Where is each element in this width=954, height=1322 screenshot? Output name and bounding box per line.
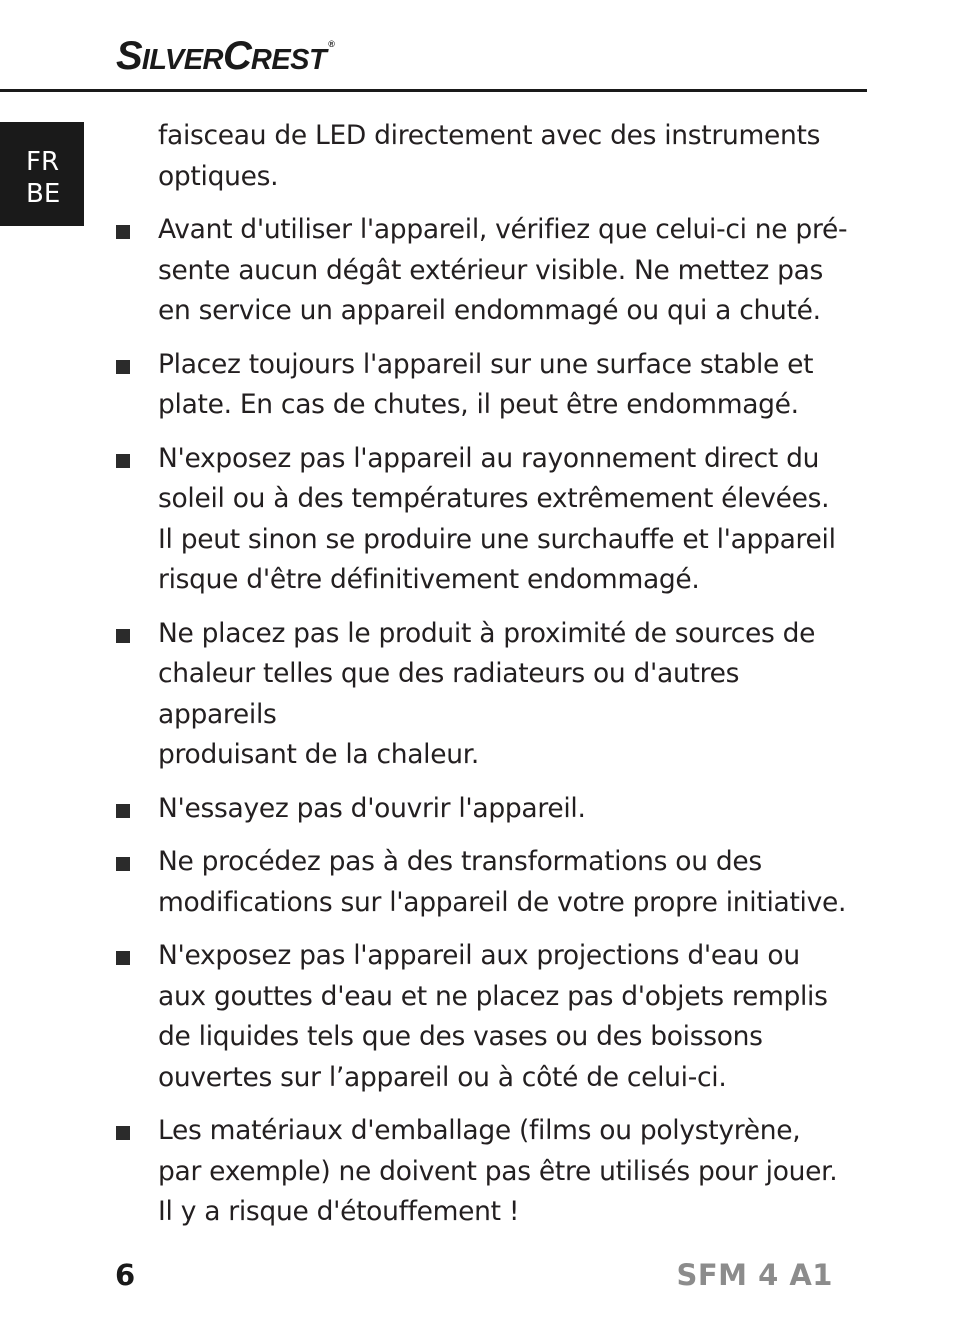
list-item xyxy=(0,789,860,830)
square-bullet-icon xyxy=(116,629,130,643)
safety-instructions xyxy=(0,116,860,1233)
list-item-text: N'exposez pas l'appareil aux projections d'eau ou aux gouttes d'eau et ne placez pas d'objets remplis de liquides tels que des vases ou des boissons ouvertes sur l’appareil ou à côté de celui-ci. xyxy=(158,940,828,1093)
model-name: SFM 4 A1 xyxy=(676,1258,833,1292)
continued-paragraph: faisceau de LED directement avec des instruments optiques. xyxy=(158,120,821,192)
square-bullet-icon xyxy=(116,225,130,239)
list-item-text: Placez toujours l'appareil sur une surface stable et plate. En cas de chutes, il peut être endommagé. xyxy=(158,348,814,420)
list-item-text: Les matériaux d'emballage (films ou polystyrène, par exemple) ne doivent pas être utilisés pour jouer. Il y a risque d'étouffement ! xyxy=(158,1115,838,1227)
silvercrest-logo: SILVERCREST ® xyxy=(116,34,335,78)
square-bullet-icon xyxy=(116,804,130,818)
list-item xyxy=(0,936,860,1098)
list-item-text: Avant d'utiliser l'appareil, vérifiez que celui-ci ne pré- sente aucun dégât extérieur visible. Ne mettez pas en service un appareil endommagé ou qui a chuté. xyxy=(158,214,848,326)
square-bullet-icon xyxy=(116,951,130,965)
language-code-fr: FR xyxy=(26,147,60,177)
list-item-text: N'exposez pas l'appareil au rayonnement direct du soleil ou à des températures extrêmement élevées. Il peut sinon se produire une surchauffe et l'appareil risque d'être définitivement endommagé. xyxy=(158,442,836,595)
square-bullet-icon xyxy=(116,360,130,374)
list-item xyxy=(0,345,860,426)
list-item-text: N'essayez pas d'ouvrir l'appareil. xyxy=(158,792,586,824)
language-code-be: BE xyxy=(26,179,61,209)
page-number: 6 xyxy=(115,1258,136,1292)
square-bullet-icon xyxy=(116,454,130,468)
header-divider xyxy=(0,89,867,92)
list-item xyxy=(0,210,860,332)
square-bullet-icon xyxy=(116,857,130,871)
list-item xyxy=(0,1111,860,1233)
square-bullet-icon xyxy=(116,1126,130,1140)
list-item-text: Ne procédez pas à des transformations ou des modifications sur l'appareil de votre propre initiative. xyxy=(158,846,847,918)
list-item xyxy=(0,439,860,601)
list-item-text: Ne placez pas le produit à proximité de sources de chaleur telles que des radiateurs ou d'autres appareils produisant de la chaleur. xyxy=(158,617,816,770)
list-item xyxy=(0,614,860,776)
list-item xyxy=(0,842,860,923)
